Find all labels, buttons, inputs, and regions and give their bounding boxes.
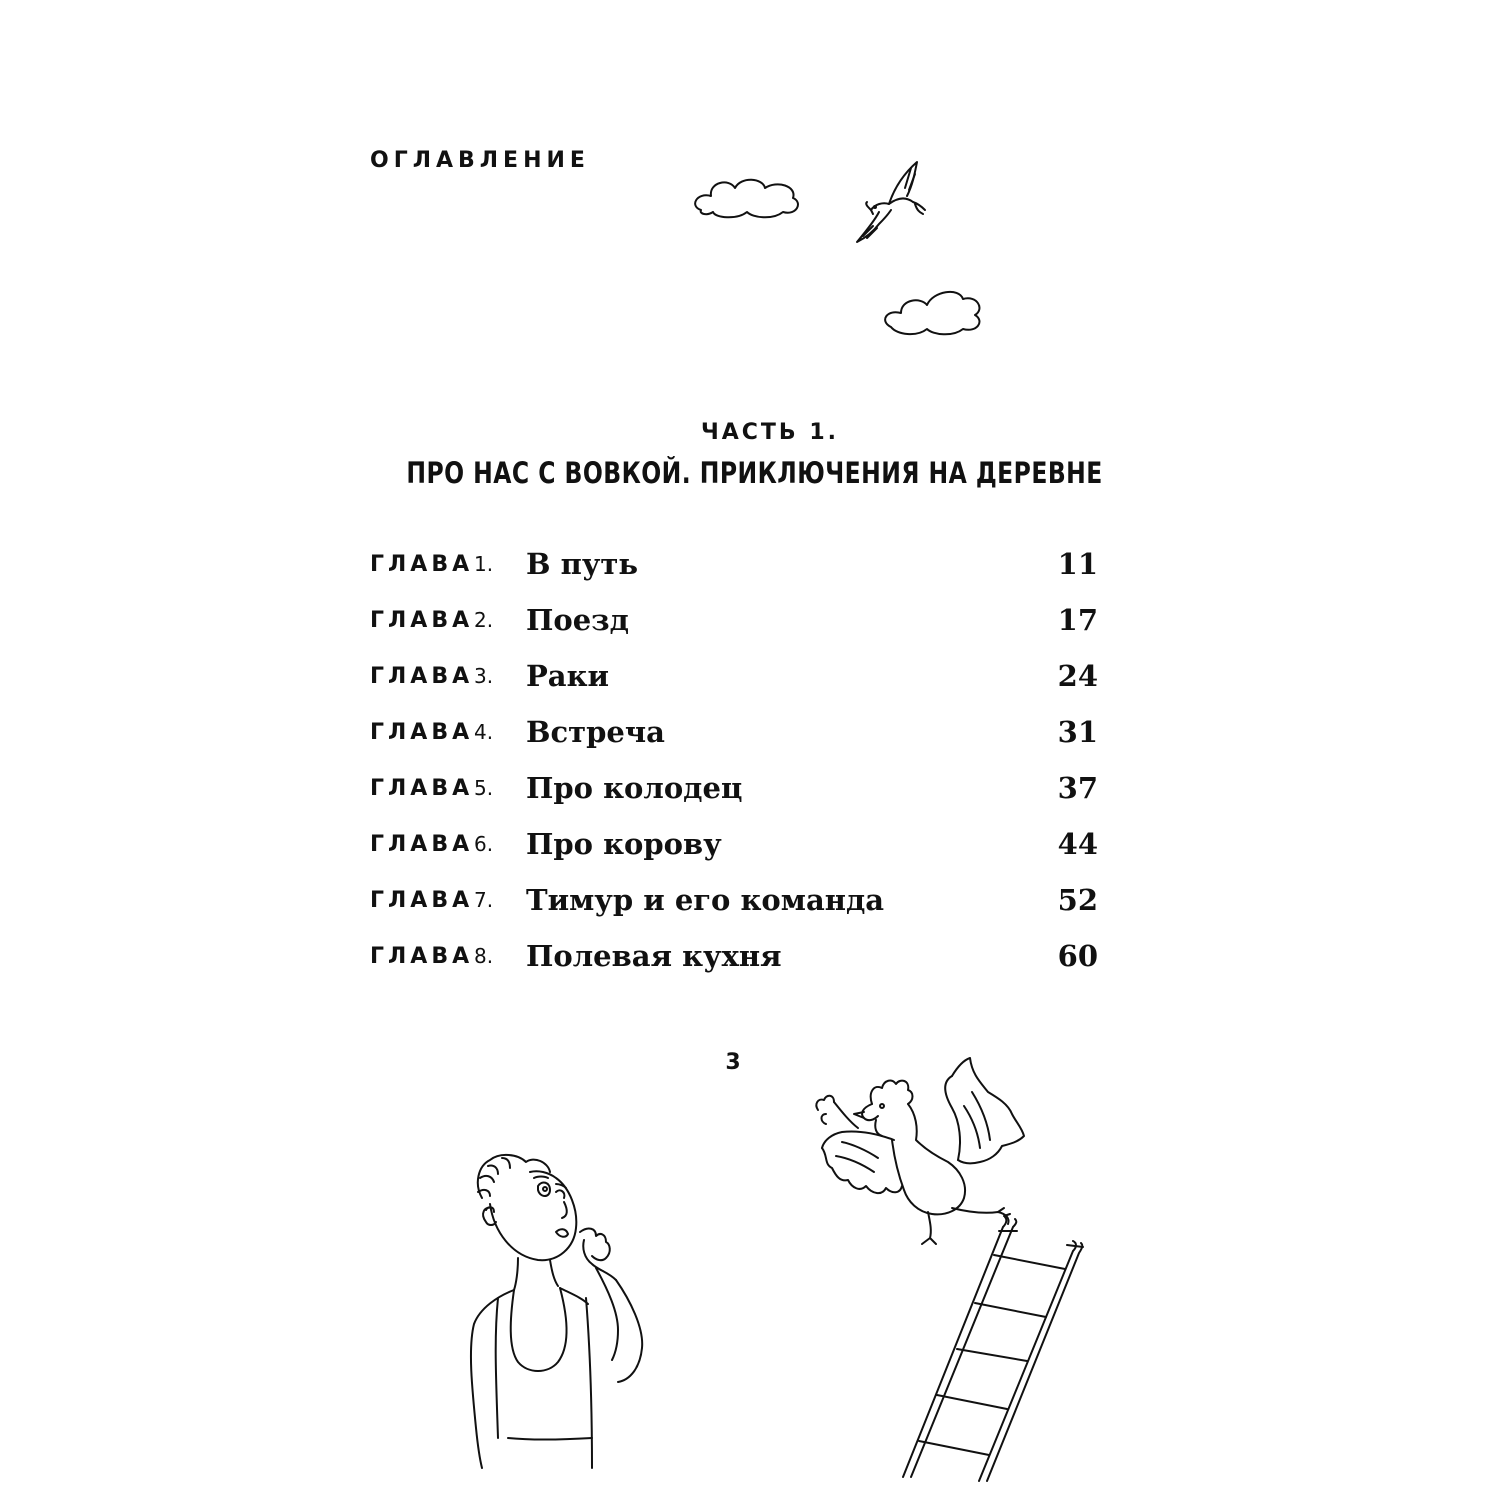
chapter-word: ГЛАВА [370, 663, 474, 689]
part-title: ПРО НАС С ВОВКОЙ. ПРИКЛЮЧЕНИЯ НА ДЕРЕВНЕ [406, 456, 1103, 490]
toc-row-chapter-7[interactable] [370, 872, 1098, 928]
toc-row-chapter-1[interactable] [370, 536, 1098, 592]
chapter-page: 44 [1057, 827, 1098, 861]
part-label: ЧАСТЬ 1. [700, 420, 840, 445]
chapter-title: Про колодец [526, 771, 743, 805]
cloud-icon [693, 172, 803, 222]
boy-icon [468, 1148, 668, 1470]
page-number: 3 [725, 1050, 741, 1075]
chapter-number: 8. [474, 944, 494, 968]
chapter-number: 7. [474, 888, 494, 912]
chapter-word: ГЛАВА [370, 607, 474, 633]
chapter-word: ГЛАВА [370, 831, 474, 857]
chapter-title: Поезд [526, 603, 630, 637]
chapter-page: 60 [1057, 939, 1098, 973]
chapter-title: Раки [526, 659, 610, 693]
chapter-title: Встреча [526, 715, 665, 749]
chapter-page: 17 [1057, 603, 1098, 637]
cloud-icon [883, 283, 985, 338]
toc-row-chapter-4[interactable] [370, 704, 1098, 760]
chapter-page: 24 [1057, 659, 1098, 693]
chapter-number: 4. [474, 720, 494, 744]
chapter-title: Про корову [526, 827, 722, 861]
chapter-page: 37 [1057, 771, 1098, 805]
toc-heading: ОГЛАВЛЕНИЕ [370, 148, 590, 173]
chapter-number: 3. [474, 664, 494, 688]
chapter-page: 11 [1057, 547, 1098, 581]
ladder-icon [893, 1213, 1083, 1483]
chapter-number: 1. [474, 552, 494, 576]
toc-row-chapter-3[interactable] [370, 648, 1098, 704]
chapter-page: 52 [1057, 883, 1098, 917]
chapter-title: Полевая кухня [526, 939, 782, 973]
chapter-title: В путь [526, 547, 639, 581]
toc-row-chapter-8[interactable] [370, 928, 1098, 984]
toc-row-chapter-6[interactable] [370, 816, 1098, 872]
toc-list [370, 536, 1098, 984]
bird-icon [853, 158, 928, 246]
chapter-word: ГЛАВА [370, 551, 474, 577]
toc-row-chapter-2[interactable] [370, 592, 1098, 648]
chapter-title: Тимур и его команда [526, 883, 885, 917]
chapter-number: 2. [474, 608, 494, 632]
toc-row-chapter-5[interactable] [370, 760, 1098, 816]
chapter-page: 31 [1057, 715, 1098, 749]
chapter-word: ГЛАВА [370, 775, 474, 801]
chapter-word: ГЛАВА [370, 887, 474, 913]
chapter-number: 5. [474, 776, 494, 800]
chapter-word: ГЛАВА [370, 943, 474, 969]
chapter-number: 6. [474, 832, 494, 856]
chapter-word: ГЛАВА [370, 719, 474, 745]
